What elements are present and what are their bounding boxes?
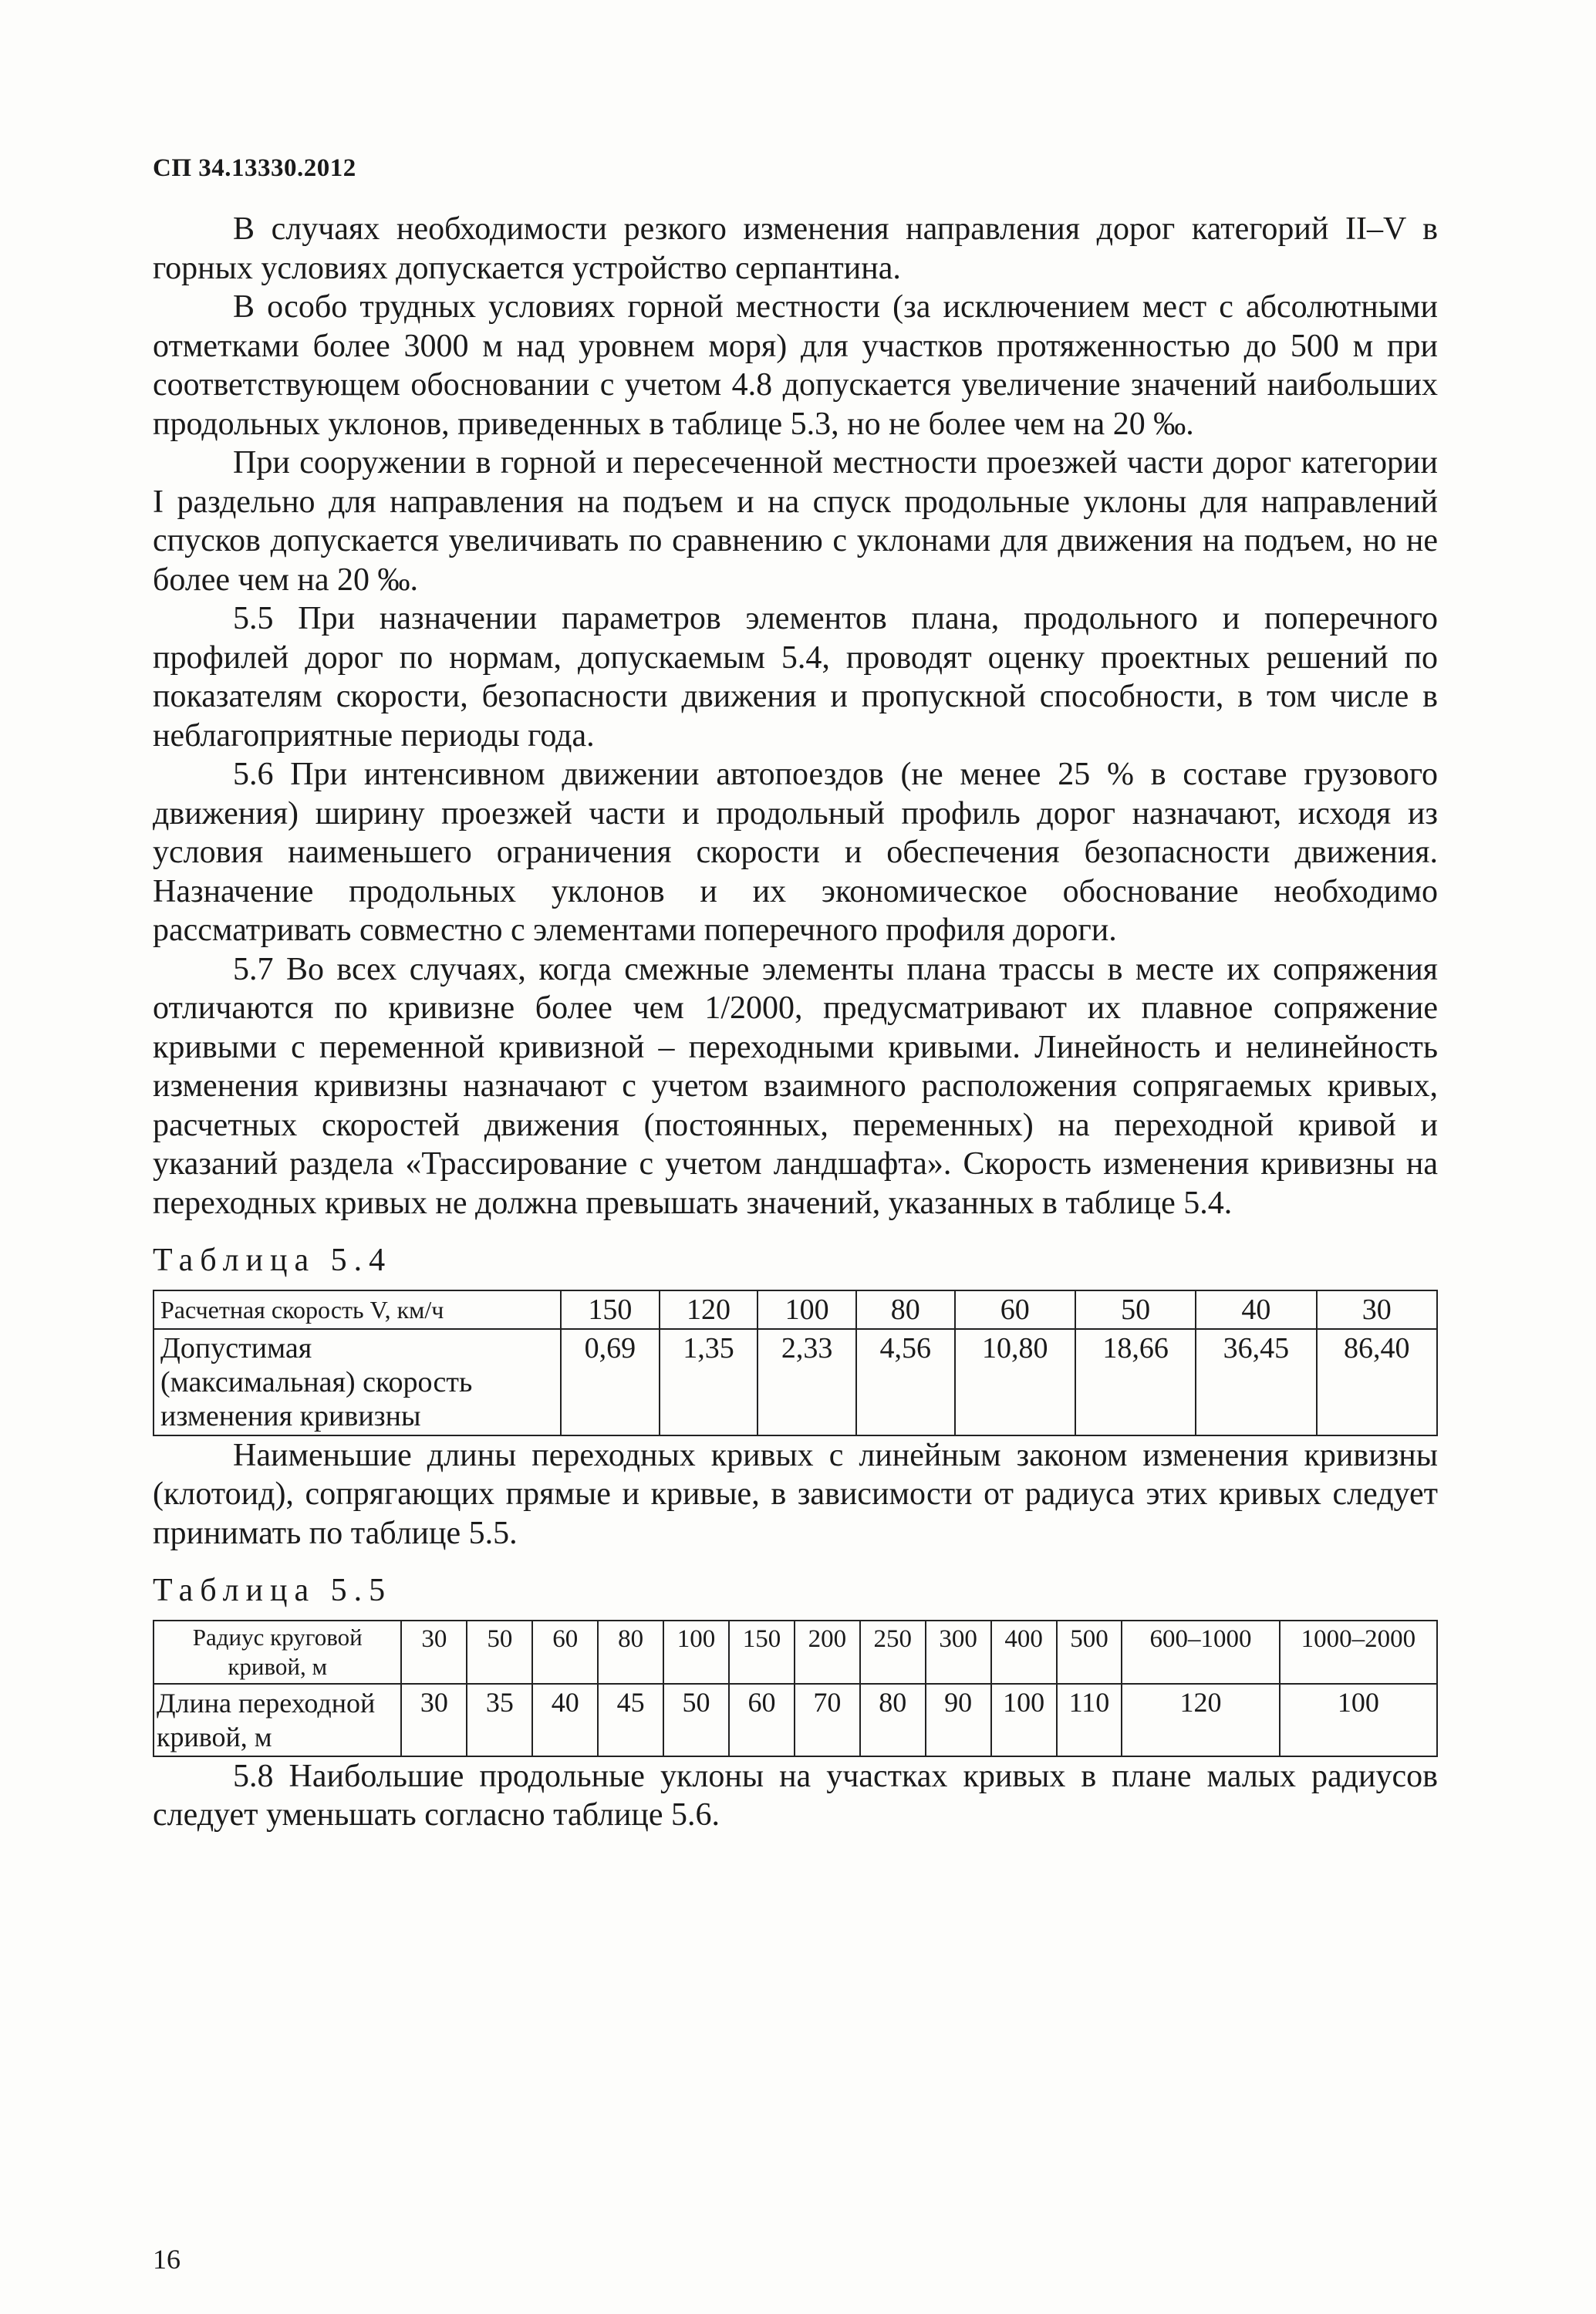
paragraph: Наименьшие длины переходных кривых с линейным законом изменения кривизны (клотоид), сопрягающих прямые и кривые, в зависимости от радиуса этих кривых следует принимать по таблице 5.5. [153, 1437, 1438, 1551]
paragraph: В случаях необходимости резкого изменения направления дорог категорий II–V в горных условиях допускается устройство серпантина. [153, 211, 1438, 286]
paragraph: 5.8 Наибольшие продольные уклоны на участках кривых в плане малых радиусов следует уменьшать согласно таблице 5.6. [153, 1758, 1438, 1833]
table-cell: 150 [729, 1621, 795, 1684]
table-cell: 150 [561, 1290, 660, 1329]
table-cell: 80 [598, 1621, 663, 1684]
table-cell: 1000–2000 [1280, 1621, 1437, 1684]
table-cell: 86,40 [1317, 1329, 1437, 1435]
table-cell: 1,35 [660, 1329, 758, 1435]
table-cell: 50 [467, 1621, 532, 1684]
table-cell: 100 [1280, 1684, 1437, 1756]
paragraph: 5.7 Во всех случаях, когда смежные элементы плана трассы в месте их сопряжения отличаются по кривизне более чем 1/2000, предусматривают их плавное сопряжение кривыми с переменной кривизной – переходными кривыми. Линейность и нелинейность изменения кривизны назначают с учетом взаимного расположения сопрягаемых кривых, расчетных скоростей движения (постоянных, переменных) на переходной кривой и указаний раздела «Трассирование с учетом ландшафта». Скорость изменения кривизны на переходных кривых не должна превышать значений, указанных в таблице 5.4. [153, 951, 1438, 1221]
paragraph: 5.6 При интенсивном движении автопоездов (не менее 25 % в составе грузового движения) ширину проезжей части и продольный профиль дорог назначают, исходя из условия наименьшего ограничения скорости и обеспечения безопасности движения. Назначение продольных уклонов и их экономическое обоснование необходимо рассматривать совместно с элементами поперечного профиля дороги. [153, 757, 1438, 948]
table-cell: 100 [663, 1621, 729, 1684]
table-cell: 80 [856, 1290, 955, 1329]
document-header: СП 34.13330.2012 [153, 154, 356, 182]
table-5-5 [153, 1620, 1438, 1757]
table-cell: 36,45 [1196, 1329, 1316, 1435]
table-cell: 600–1000 [1122, 1621, 1279, 1684]
table-cell: 120 [1122, 1684, 1279, 1756]
table-row [154, 1329, 1437, 1435]
table-5-4-caption: Таблица 5.4 [153, 1243, 393, 1278]
table-cell: 110 [1057, 1684, 1122, 1756]
table-row-header: Расчетная скорость V, км/ч [154, 1290, 561, 1329]
table-5-5-caption: Таблица 5.5 [153, 1573, 393, 1608]
table-cell: 250 [860, 1621, 926, 1684]
table-cell: 100 [758, 1290, 856, 1329]
table-cell: 90 [926, 1684, 991, 1756]
page-number: 16 [153, 2244, 181, 2275]
table-row [154, 1621, 1437, 1684]
table-cell: 30 [401, 1621, 467, 1684]
table-cell: 70 [795, 1684, 860, 1756]
table-row-header [154, 1329, 561, 1435]
row-header-line: (максимальная) скорость [160, 1365, 473, 1398]
table-row-header: Длина переходной кривой, м [154, 1684, 401, 1756]
table-cell: 4,56 [856, 1329, 955, 1435]
table-cell: 300 [926, 1621, 991, 1684]
table-cell: 40 [532, 1684, 598, 1756]
paragraph: 5.5 При назначении параметров элементов плана, продольного и поперечного профилей дорог по нормам, допускаемым 5.4, проводят оценку проектных решений по показателям скорости, безопасности движения и пропускной способности, в том числе в неблагоприятные периоды года. [153, 601, 1438, 754]
table-row [154, 1684, 1437, 1756]
table-cell: 50 [1075, 1290, 1196, 1329]
table-cell: 200 [795, 1621, 860, 1684]
paragraph: В особо трудных условиях горной местности (за исключением мест с абсолютными отметками более 3000 м над уровнем моря) для участков протяженностью до 500 м при соответствующем обосновании с учетом 4.8 допускается увеличение значений наибольших продольных уклонов, приведенных в таблице 5.3, но не более чем на 20 ‰. [153, 289, 1438, 442]
table-cell: 30 [1317, 1290, 1437, 1329]
table-cell: 80 [860, 1684, 926, 1756]
table-cell: 60 [955, 1290, 1075, 1329]
document-body [153, 210, 1438, 1835]
table-cell: 400 [991, 1621, 1057, 1684]
table-cell: 0,69 [561, 1329, 660, 1435]
paragraph: При сооружении в горной и пересеченной местности проезжей части дорог категории I раздельно для направления на подъем и на спуск продольные уклоны для направлений спусков допускается увеличивать по сравнению с уклонами для движения на подъем, но не более чем на 20 ‰. [153, 445, 1438, 598]
table-cell: 35 [467, 1684, 532, 1756]
table-cell: 2,33 [758, 1329, 856, 1435]
row-header-line: изменения кривизны [160, 1399, 421, 1432]
table-cell: 30 [401, 1684, 467, 1756]
table-row-header: Радиус круговой кривой, м [154, 1621, 401, 1684]
table-cell: 60 [532, 1621, 598, 1684]
table-cell: 500 [1057, 1621, 1122, 1684]
table-cell: 45 [598, 1684, 663, 1756]
table-cell: 60 [729, 1684, 795, 1756]
table-cell: 10,80 [955, 1329, 1075, 1435]
table-cell: 100 [991, 1684, 1057, 1756]
table-5-4 [153, 1290, 1438, 1436]
row-header-line: Допустимая [160, 1331, 312, 1364]
table-cell: 18,66 [1075, 1329, 1196, 1435]
table-cell: 50 [663, 1684, 729, 1756]
table-cell: 40 [1196, 1290, 1316, 1329]
table-row [154, 1290, 1437, 1329]
table-cell: 120 [660, 1290, 758, 1329]
